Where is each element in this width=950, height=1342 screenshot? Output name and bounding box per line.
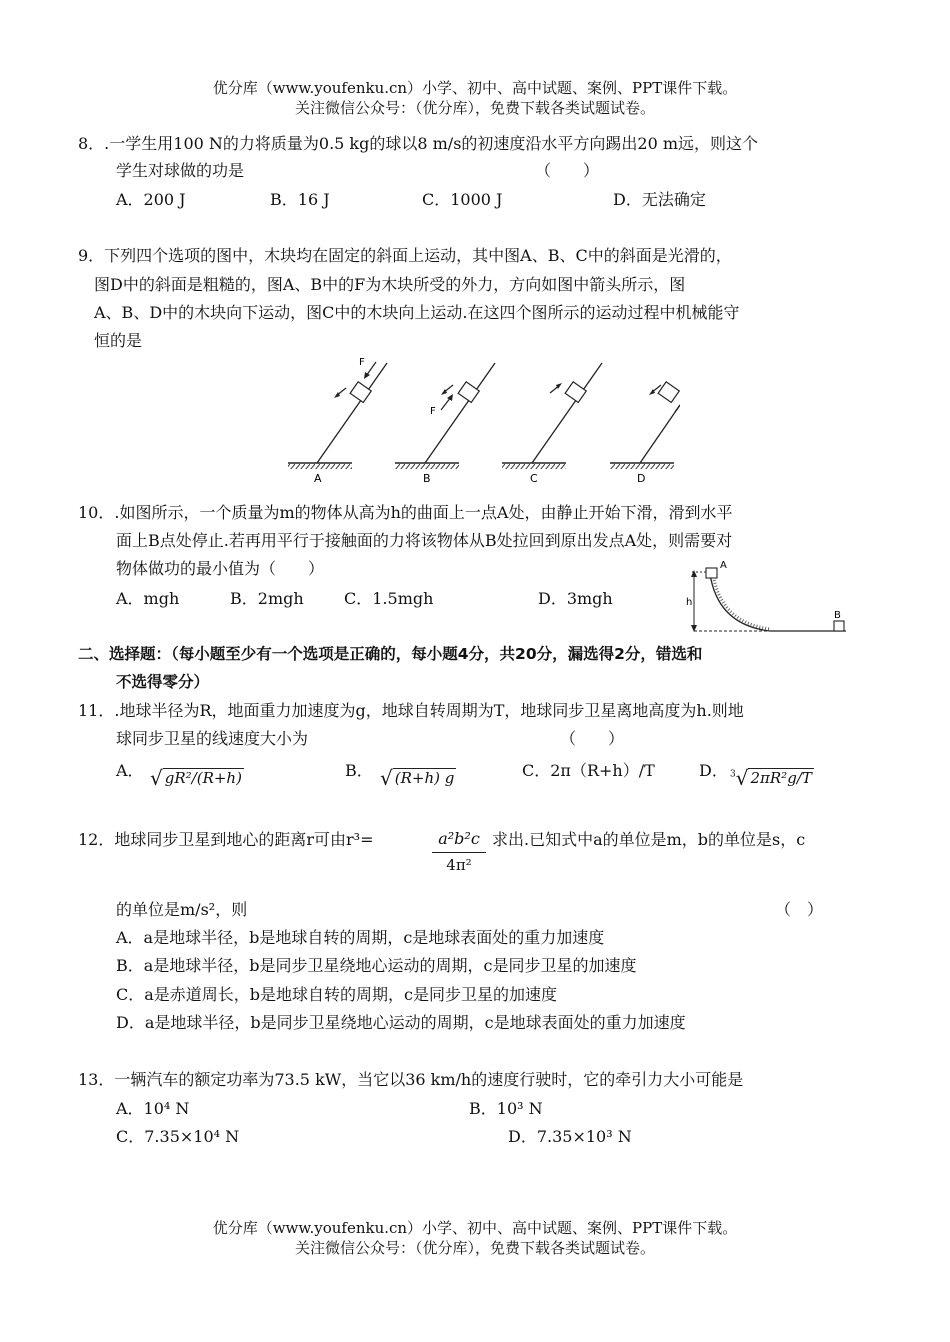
- q13-option-a: A．10⁴ N: [116, 1099, 190, 1118]
- q12-fraction-denominator: 4π²: [446, 856, 472, 874]
- q10-option-b: B．2mgh: [230, 589, 304, 608]
- q13-option-c: C．7.35×10⁴ N: [116, 1127, 240, 1146]
- q11-option-d-label: D．: [699, 761, 728, 780]
- q11-option-a-formula: [150, 764, 244, 788]
- q11-option-b-label: B．: [345, 761, 373, 780]
- footer-line-1: 优分库（www.youfenku.cn）小学、初中、高中试题、案例、PPT课件下载。: [212, 1219, 738, 1237]
- q12-option-a: A．a是地球半径，b是地球自转的周期，c是地球表面处的重力加速度: [116, 928, 605, 947]
- q11-option-b-expression: (R+h) g: [394, 769, 455, 787]
- radical-sign-icon: √: [380, 766, 393, 790]
- q12-option-d: D．a是地球半径，b是同步卫星绕地心运动的周期，c是地球表面处的重力加速度: [116, 1013, 686, 1032]
- q11-option-a-label: A．: [116, 761, 144, 780]
- q8-option-c: C．1000 J: [422, 190, 503, 209]
- q10-option-a: A．mgh: [116, 589, 180, 608]
- q11-answer-paren: （ ）: [560, 729, 625, 748]
- incline-figure-a: [288, 357, 387, 485]
- radical-sign-icon: √: [150, 766, 163, 790]
- figure-b-label: B: [423, 472, 431, 485]
- q13-option-d: D．7.35×10³ N: [508, 1127, 632, 1146]
- q8-answer-paren: （ ）: [535, 161, 600, 180]
- q12-option-c: C．a是赤道周长，b是地球自转的周期，c是同步卫星的加速度: [116, 985, 557, 1004]
- figure-a-force-label: F: [359, 357, 365, 368]
- q8-option-a: A．200 J: [116, 190, 186, 209]
- q12-stem-post: 求出.已知式中a的单位是m，b的单位是s，c: [492, 830, 806, 849]
- q9-stem-line-1: 9．下列四个选项的图中，木块均在固定的斜面上运动，其中图A、B、C中的斜面是光滑的，: [78, 246, 732, 265]
- q8-option-b: B．16 J: [270, 190, 330, 209]
- q12-fraction-numerator: a²b²c: [432, 826, 486, 853]
- q12-answer-paren: （ ）: [775, 900, 824, 919]
- header-line-2: 关注微信公众号：（优分库），免费下载各类试题试卷。: [294, 99, 655, 117]
- figure-c-label: C: [530, 472, 538, 485]
- q10-stem-line-2: 面上B点处停止.若再用平行于接触面的力将该物体从B处拉回到原出发点A处，则需要对: [116, 531, 733, 550]
- figure-b-force-label: F: [430, 406, 436, 417]
- q10-height-label: h: [686, 597, 693, 608]
- q10-stem-line-1: 10．.如图所示，一个质量为m的物体从高为h的曲面上一点A处，由静止开始下滑，滑到水平: [78, 503, 733, 522]
- q13-stem: 13．一辆汽车的额定功率为73.5 kW，当它以36 km/h的速度行驶时，它的牵引力大小可能是: [78, 1070, 744, 1089]
- q11-stem-line-2: 球同步卫星的线速度大小为: [116, 729, 309, 748]
- q11-option-d-root-index: 3: [730, 769, 736, 780]
- figure-a-label: A: [314, 472, 322, 485]
- q12-stem-pre: 12．地球同步卫星到地心的距离r可由r³=: [78, 830, 374, 849]
- q8-option-d: D．无法确定: [613, 190, 706, 209]
- incline-figure-b: [395, 363, 495, 485]
- q9-stem-line-2: 图D中的斜面是粗糙的，图A、B中的F为木块所受的外力，方向如图中箭头所示，图: [94, 275, 686, 294]
- radical-sign-icon: √: [735, 766, 749, 790]
- q9-stem-line-4: 恒的是: [94, 331, 143, 350]
- q11-stem-line-1: 11．.地球半径为R，地面重力加速度为g，地球自转周期为T，地球同步卫星离地高度为h.则地: [78, 701, 744, 720]
- incline-figure-d: [610, 382, 680, 485]
- q8-stem-line-1: 8．.一学生用100 N的力将质量为0.5 kg的球以8 m/s的初速度沿水平方向踢出20 m远，则这个: [78, 134, 759, 153]
- q11-option-c: C．2π（R+h）/T: [522, 761, 655, 780]
- q10-point-b-label: B: [834, 610, 841, 621]
- q9-stem-line-3: A、B、D中的木块向下运动，图C中的木块向上运动.在这四个图所示的运动过程中机械能守: [94, 303, 740, 322]
- q11-option-b-formula: [380, 764, 456, 788]
- incline-figure-c: [502, 363, 602, 485]
- q9-incline-figure: [280, 350, 680, 485]
- q12-option-b: B．a是地球半径，b是同步卫星绕地心运动的周期，c是同步卫星的加速度: [116, 956, 637, 975]
- q12-fraction: [432, 826, 486, 877]
- q8-stem-line-2: 学生对球做的功是: [116, 161, 245, 180]
- q10-point-a-label: A: [720, 560, 727, 571]
- q13-option-b: B．10³ N: [469, 1099, 543, 1118]
- q11-option-d-formula: [730, 764, 814, 788]
- q11-option-d-expression: 2πR²g/T: [750, 769, 812, 787]
- figure-d-label: D: [637, 472, 646, 485]
- header-line-1: 优分库（www.youfenku.cn）小学、初中、高中试题、案例、PPT课件下载。: [212, 79, 738, 97]
- q10-option-d: D．3mgh: [538, 589, 613, 608]
- section-2-heading-line-1: 二、选择题：（每小题至少有一个选项是正确的，每小题4分，共20分，漏选得2分，错选和: [78, 645, 703, 663]
- q12-stem-line-2: 的单位是m/s²，则: [116, 900, 248, 919]
- q10-slope-figure: [680, 560, 860, 640]
- footer-line-2: 关注微信公众号：（优分库），免费下载各类试题试卷。: [294, 1239, 655, 1257]
- q11-option-a-expression: gR²/(R+h): [164, 769, 242, 787]
- section-2-heading-line-2: 不选得零分）: [116, 673, 210, 691]
- q10-option-c: C．1.5mgh: [344, 589, 434, 608]
- q10-stem-line-3: 物体做功的最小值为（ ）: [116, 559, 325, 578]
